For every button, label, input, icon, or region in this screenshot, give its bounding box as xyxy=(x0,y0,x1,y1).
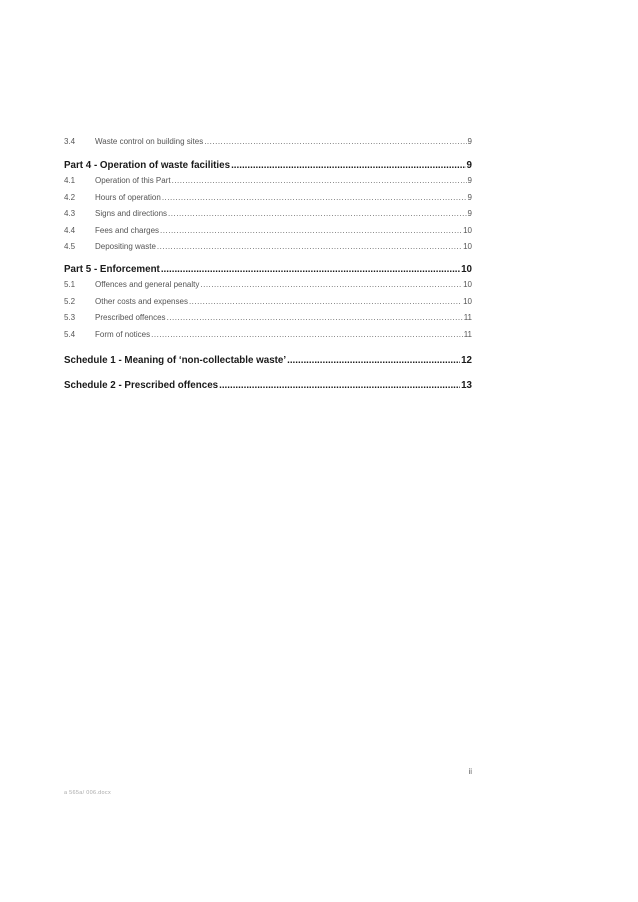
toc-entry-number: 5.4 xyxy=(64,329,76,339)
toc-part-title: Part 5 - Enforcement xyxy=(64,264,160,276)
toc-entry-4-2[interactable] xyxy=(64,190,472,206)
toc-entry-page: 10 xyxy=(463,241,472,251)
toc-entry-title: Depositing waste xyxy=(95,241,156,251)
toc-entry-title: Operation of this Part xyxy=(95,176,171,186)
toc-entry-page: 9 xyxy=(467,137,472,146)
dot-leader xyxy=(204,134,466,150)
dot-leader xyxy=(287,353,460,368)
dot-leader xyxy=(160,223,462,239)
toc-entry-page: 11 xyxy=(463,329,472,339)
toc-entry-4-3[interactable] xyxy=(64,206,472,222)
table-of-contents xyxy=(64,134,472,393)
toc-schedule-title: Schedule 1 - Meaning of ‘non-collectable waste’ xyxy=(64,354,287,366)
toc-entry-number: 5.2 xyxy=(64,296,76,306)
toc-entry-5-4[interactable] xyxy=(64,327,472,343)
toc-entry-title: Form of notices xyxy=(95,329,151,339)
toc-entry-number: 5.1 xyxy=(64,280,76,290)
dot-leader xyxy=(151,327,463,343)
toc-entry-number: 4.5 xyxy=(64,241,76,251)
toc-entry-number: 4.3 xyxy=(64,209,76,219)
toc-entry-page: 10 xyxy=(463,296,472,306)
toc-entry-title: Signs and directions xyxy=(95,209,168,219)
toc-entry-number: 5.3 xyxy=(64,313,76,323)
toc-entry-4-5[interactable] xyxy=(64,239,472,255)
toc-entry-3-4[interactable] xyxy=(64,134,472,150)
toc-entry-page: 9 xyxy=(467,192,472,202)
toc-entry-number: 3.4 xyxy=(64,137,76,146)
toc-part-title: Part 4 - Operation of waste facilities xyxy=(64,160,231,172)
toc-entry-title: Hours of operation xyxy=(95,192,161,202)
toc-schedule-title: Schedule 2 - Prescribed offences xyxy=(64,379,219,391)
toc-schedule-page: 13 xyxy=(461,379,472,391)
toc-entry-page: 9 xyxy=(467,209,472,219)
dot-leader xyxy=(157,239,462,255)
toc-entry-5-3[interactable] xyxy=(64,310,472,326)
toc-entry-title: Prescribed offences xyxy=(95,313,166,323)
toc-entry-4-1[interactable] xyxy=(64,173,472,189)
toc-schedule-page: 12 xyxy=(461,354,472,366)
dot-leader xyxy=(168,206,467,222)
toc-part-4[interactable] xyxy=(64,158,472,173)
toc-entry-4-4[interactable] xyxy=(64,223,472,239)
toc-schedule-2[interactable] xyxy=(64,378,472,393)
file-reference: a 565a/ 006.docx xyxy=(64,790,112,796)
toc-part-5[interactable] xyxy=(64,262,472,277)
toc-part-page: 9 xyxy=(466,160,472,172)
toc-entry-page: 11 xyxy=(463,313,472,323)
dot-leader xyxy=(219,378,460,393)
toc-entry-page: 9 xyxy=(467,176,472,186)
dot-leader xyxy=(231,158,465,173)
toc-entry-number: 4.2 xyxy=(64,192,76,202)
toc-entry-5-1[interactable] xyxy=(64,277,472,293)
dot-leader xyxy=(200,277,462,293)
toc-entry-number: 4.4 xyxy=(64,225,76,235)
toc-entry-title: Waste control on building sites xyxy=(95,137,204,146)
toc-entry-number: 4.1 xyxy=(64,176,76,186)
toc-entry-title: Fees and charges xyxy=(95,225,160,235)
toc-part-page: 10 xyxy=(461,264,472,276)
dot-leader xyxy=(172,173,467,189)
toc-entry-page: 10 xyxy=(463,280,472,290)
toc-entry-page: 10 xyxy=(463,225,472,235)
toc-entry-title: Offences and general penalty xyxy=(95,280,200,290)
toc-entry-title: Other costs and expenses xyxy=(95,296,188,306)
toc-entry-5-2[interactable] xyxy=(64,294,472,310)
dot-leader xyxy=(162,190,467,206)
dot-leader xyxy=(189,294,462,310)
dot-leader xyxy=(161,262,460,277)
page-number: ii xyxy=(468,767,472,776)
dot-leader xyxy=(167,310,463,326)
toc-schedule-1[interactable] xyxy=(64,353,472,368)
